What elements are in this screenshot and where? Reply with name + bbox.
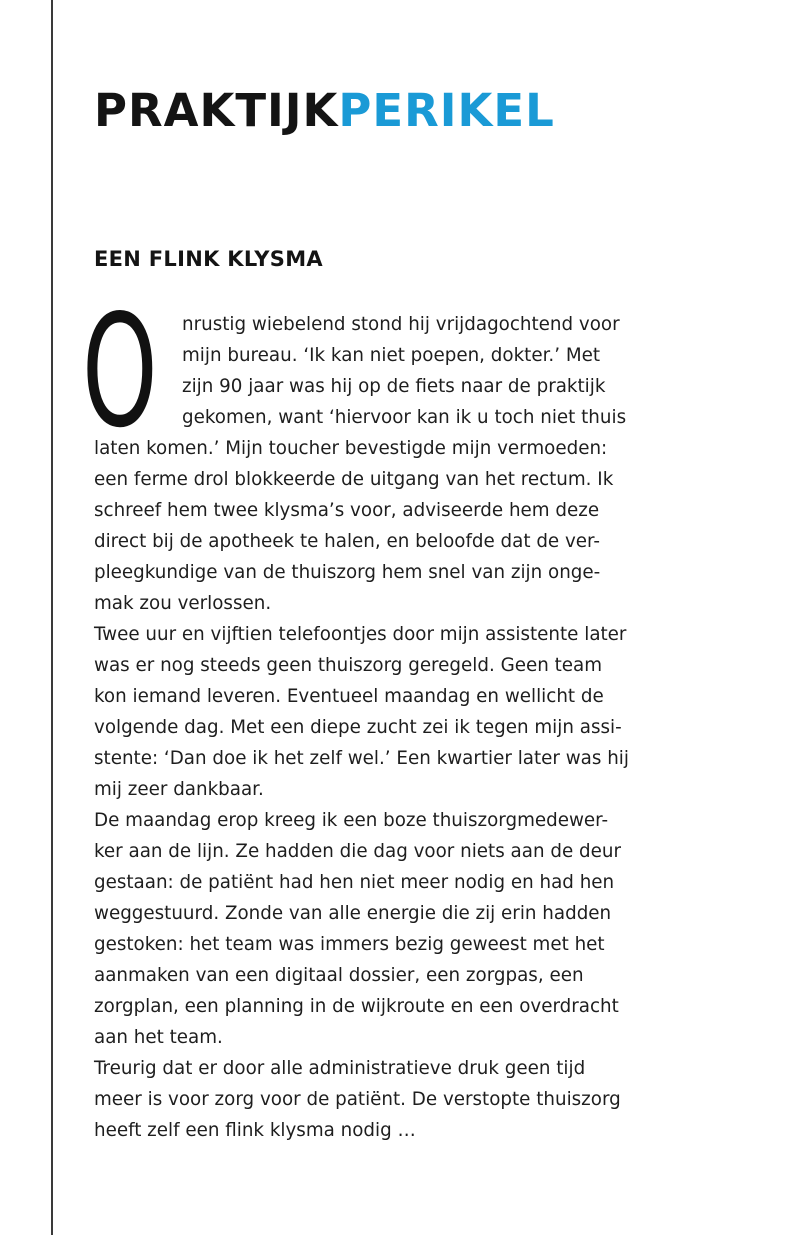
column-title <box>94 84 555 137</box>
body-text-line: De maandag erop kreeg ik een boze thuiszorgmedewer- <box>94 810 609 831</box>
body-text-line: direct bij de apotheek te halen, en beloofde dat de ver- <box>94 531 601 552</box>
body-text-line: weggestuurd. Zonde van alle energie die zij erin hadden <box>94 903 612 924</box>
column-title-praktijk: PRAKTIJK <box>94 84 339 137</box>
page-margin-rule <box>51 0 53 1235</box>
body-text-line: volgende dag. Met een diepe zucht zei ik tegen mijn assi- <box>94 717 622 738</box>
body-text-line: kon iemand leveren. Eventueel maandag en wellicht de <box>94 686 604 707</box>
body-text-line: gestoken: het team was immers bezig geweest met het <box>94 934 605 955</box>
body-text-line: Treurig dat er door alle administratieve druk geen tijd <box>94 1058 586 1079</box>
body-text-line: zijn 90 jaar was hij op de fiets naar de praktijk <box>182 376 606 397</box>
body-text-line: pleegkundige van de thuiszorg hem snel van zijn onge- <box>94 562 601 583</box>
article-heading: EEN FLINK KLYSMA <box>94 247 323 271</box>
body-text-line: heeft zelf een flink klysma nodig … <box>94 1120 416 1141</box>
column-title-perikel: PERIKEL <box>338 84 555 137</box>
body-text-line: laten komen.’ Mijn toucher bevestigde mijn vermoeden: <box>94 438 608 459</box>
drop-cap: O <box>82 281 158 462</box>
body-text-line: was er nog steeds geen thuiszorg geregeld. Geen team <box>94 655 603 676</box>
body-text-line: schreef hem twee klysma’s voor, adviseerde hem deze <box>94 500 600 521</box>
body-text-line: mijn bureau. ‘Ik kan niet poepen, dokter.’ Met <box>182 345 601 366</box>
body-text-line: aanmaken van een digitaal dossier, een zorgpas, een <box>94 965 584 986</box>
body-text-line: gestaan: de patiënt had hen niet meer nodig en had hen <box>94 872 615 893</box>
body-text-line: zorgplan, een planning in de wijkroute en een overdracht <box>94 996 619 1017</box>
body-text-line: meer is voor zorg voor de patiënt. De verstopte thuiszorg <box>94 1089 621 1110</box>
body-text-line: gekomen, want ‘hiervoor kan ik u toch niet thuis <box>182 407 627 428</box>
article-body <box>94 309 714 1146</box>
body-text-line: nrustig wiebelend stond hij vrijdagochtend voor <box>182 314 620 335</box>
body-text-line: ker aan de lijn. Ze hadden die dag voor niets aan de deur <box>94 841 621 862</box>
body-text-line: stente: ‘Dan doe ik het zelf wel.’ Een kwartier later was hij <box>94 748 629 769</box>
body-text-line: mak zou verlossen. <box>94 593 272 614</box>
body-text-line: een ferme drol blokkeerde de uitgang van het rectum. Ik <box>94 469 614 490</box>
body-text-line: aan het team. <box>94 1027 223 1048</box>
body-text-line: Twee uur en vijftien telefoontjes door mijn assistente later <box>94 624 627 645</box>
body-text-line: mij zeer dankbaar. <box>94 779 264 800</box>
